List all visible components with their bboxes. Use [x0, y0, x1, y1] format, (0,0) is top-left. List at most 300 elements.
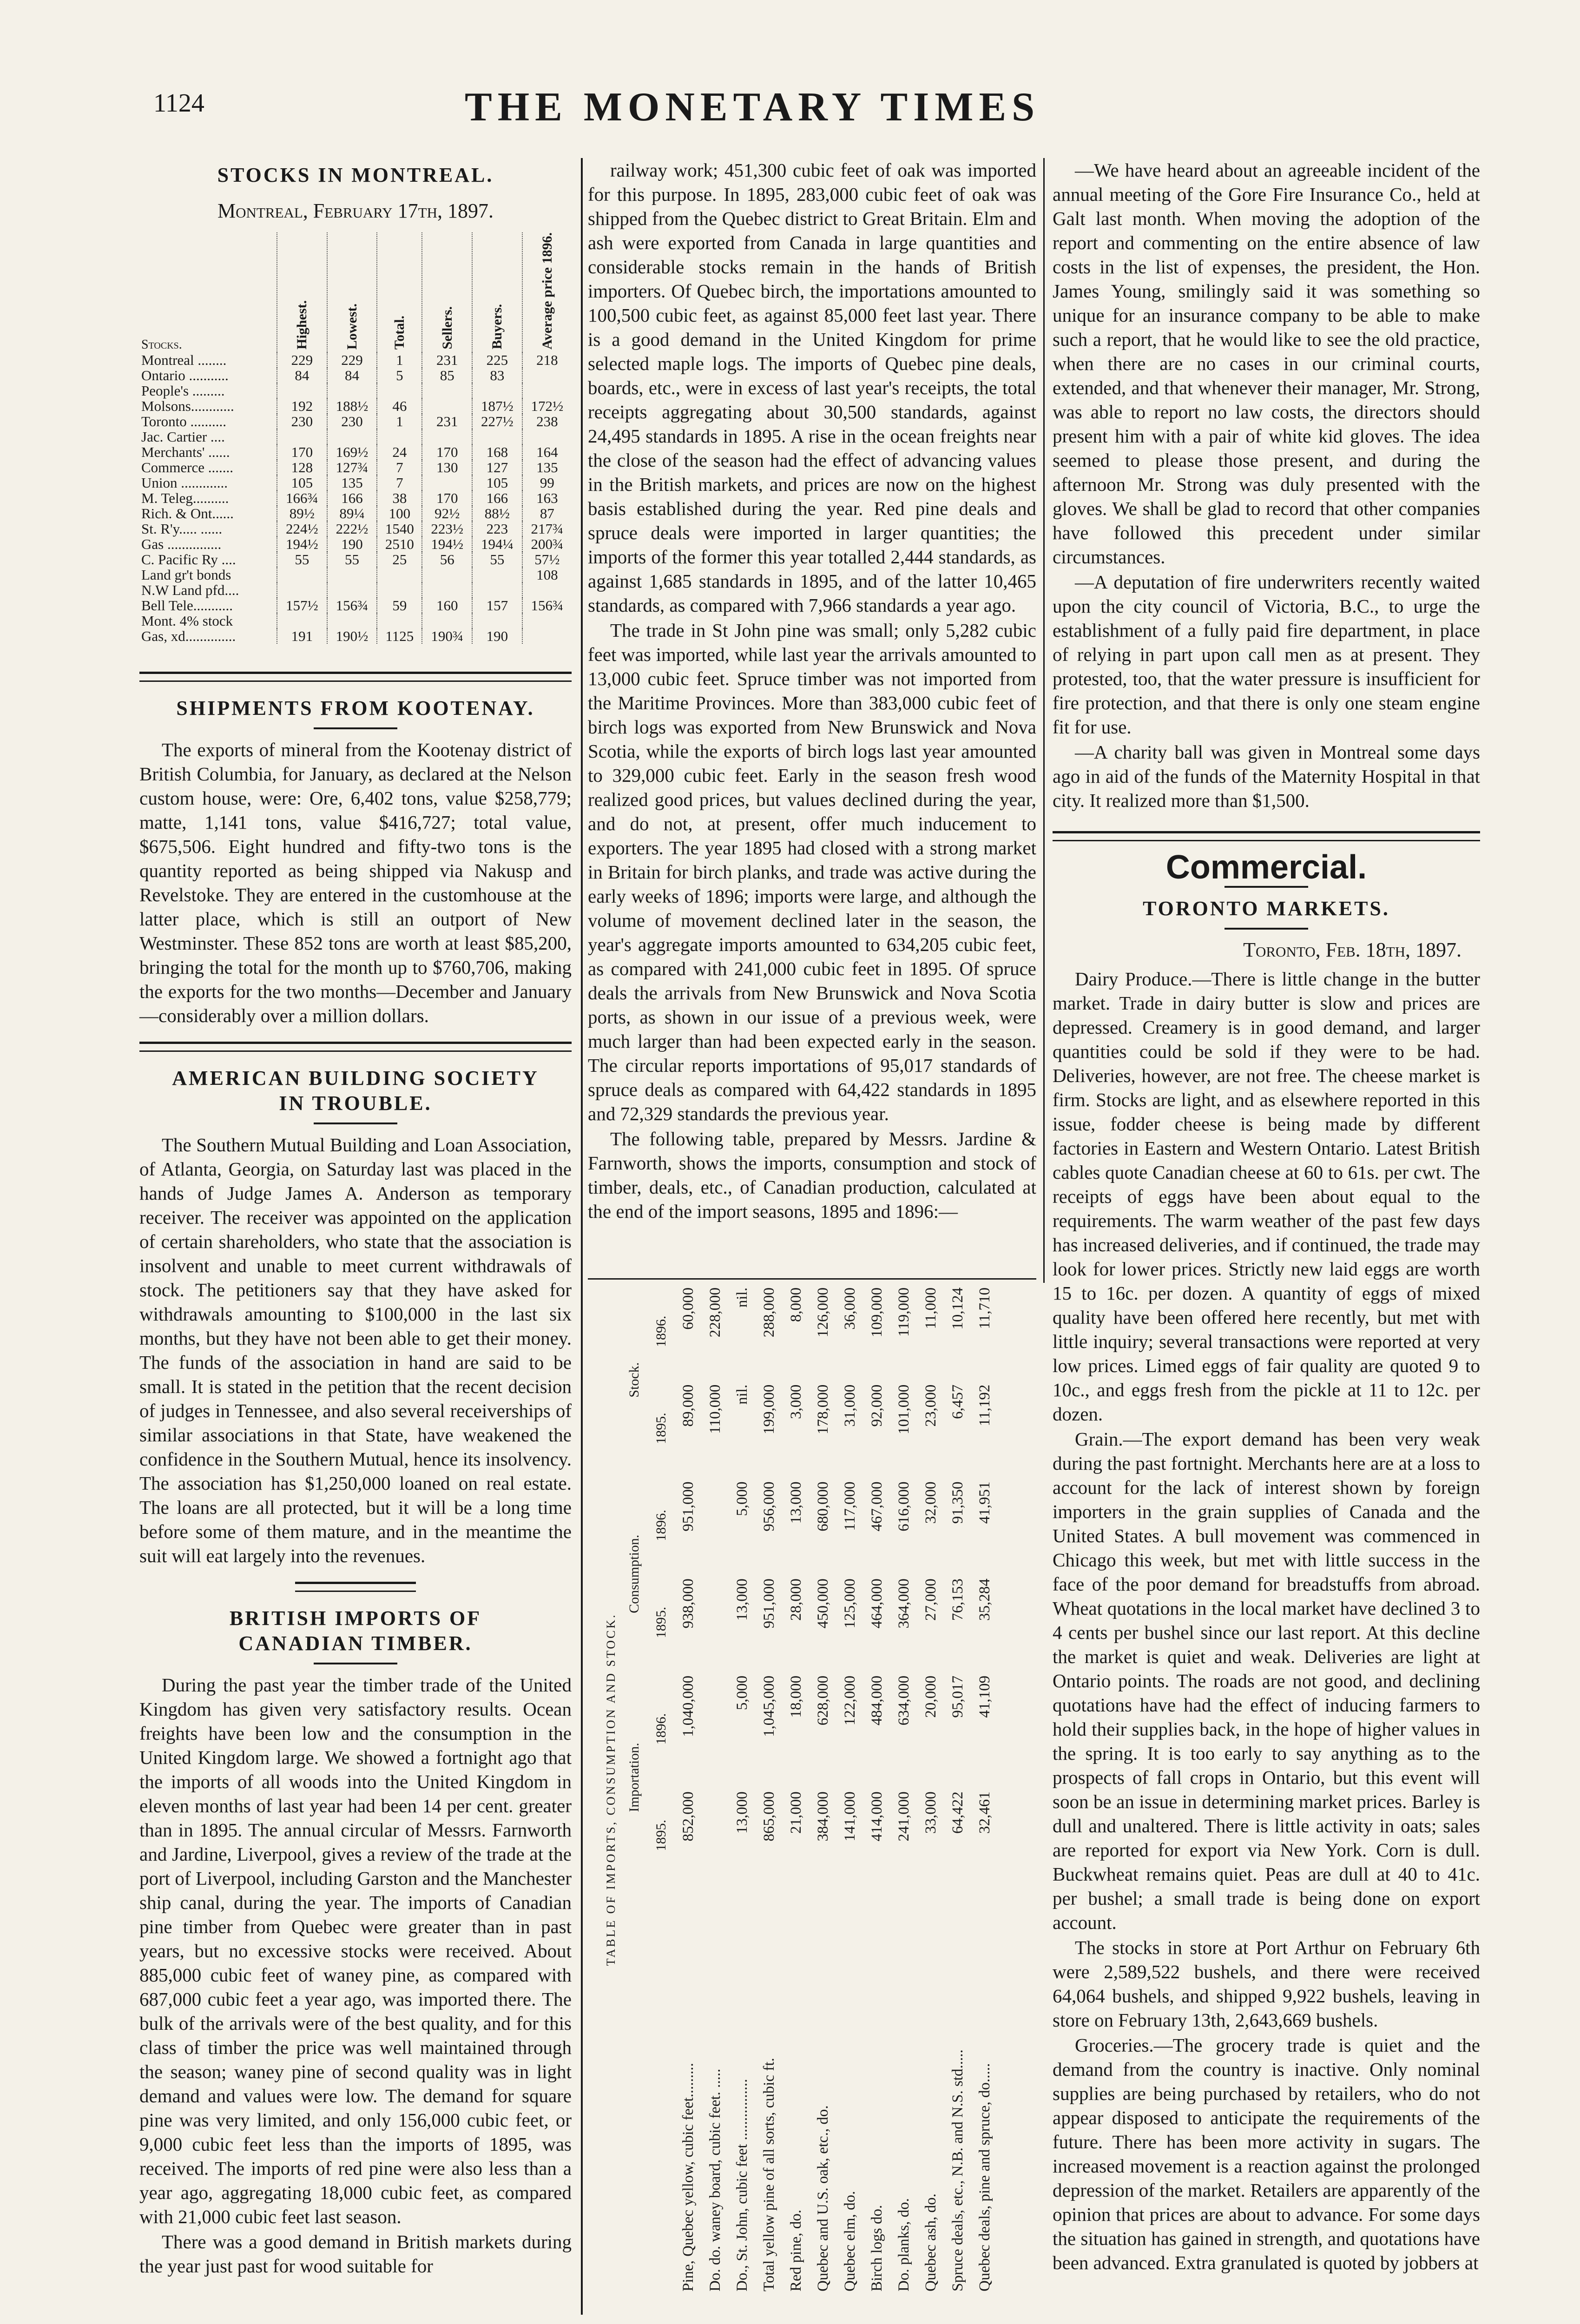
stock-value: 166¾: [277, 490, 327, 506]
timber-value: 1,045,000: [761, 1676, 777, 1737]
stock-value: 46: [377, 398, 422, 414]
timber-value: 384,000: [815, 1791, 831, 1842]
column-divider-2: [1043, 158, 1045, 1283]
timber-value: 1,040,000: [680, 1676, 697, 1737]
stock-value: 89½: [277, 506, 327, 521]
timber-value: 36,000: [842, 1287, 858, 1330]
stocks-dateline: Montreal, February 17th, 1897.: [217, 199, 494, 222]
timber-value: 101,000: [895, 1384, 912, 1435]
stocks-header-label: Lowest.: [344, 303, 360, 350]
timber-value: 109,000: [869, 1287, 885, 1338]
kootenay-title: SHIPMENTS FROM KOOTENAY.: [176, 696, 535, 720]
stock-value: 223½: [422, 521, 472, 536]
timber-item-label: Do., St. John, cubic feet ................: [734, 2079, 750, 2291]
timber-value: 122,000: [842, 1676, 858, 1726]
short-rule: [314, 1122, 397, 1124]
stock-value: [472, 582, 522, 598]
timber-table-row: [836, 1283, 863, 2296]
timber-value: 91,350: [949, 1481, 966, 1524]
stocks-row: [139, 582, 572, 598]
stock-value: 190¾: [422, 628, 472, 644]
stock-value: 84: [327, 368, 377, 383]
stock-name: Bell Tele...........: [141, 597, 233, 614]
stock-value: 57½: [522, 552, 572, 567]
timber-value: [702, 1671, 729, 1787]
timber-table-row: [944, 1283, 971, 2296]
stock-value: [522, 368, 572, 383]
timber-item-label: Pine, Quebec yellow, cubic feet.........: [680, 2063, 697, 2291]
stock-value: 105: [472, 475, 522, 490]
building-title: AMERICAN BUILDING SOCIETY IN TROUBLE.: [172, 1066, 539, 1115]
stock-name: Land gr't bonds: [141, 566, 231, 583]
stock-value: 127: [472, 460, 522, 475]
timber-value: 31,000: [842, 1384, 858, 1427]
timber-value: [702, 1574, 729, 1671]
stock-value: 135: [522, 460, 572, 475]
timber-value: 956,000: [761, 1481, 777, 1532]
timber-value: 28,000: [788, 1578, 804, 1621]
stock-value: 190: [327, 536, 377, 552]
stock-value: 157: [472, 598, 522, 613]
section-divider: [1053, 831, 1480, 841]
stock-value: 190½: [327, 628, 377, 644]
timber-value: 41,951: [976, 1481, 993, 1524]
timber-value: 35,284: [976, 1578, 993, 1621]
stock-value: 87: [522, 506, 572, 521]
timber-value: 13,000: [788, 1481, 804, 1524]
timber-item-label: Red pine, do.: [788, 2210, 804, 2291]
stock-value: 160: [422, 598, 472, 613]
stock-value: 194½: [277, 536, 327, 552]
table-rule: [588, 1278, 1036, 1280]
stock-value: 135: [327, 475, 377, 490]
stock-value: 164: [522, 444, 572, 460]
timber-item-label: Do. planks, do.: [895, 2198, 912, 2291]
stock-value: 55: [472, 552, 522, 567]
stock-value: 224½: [277, 521, 327, 536]
timber-value: 3,000: [788, 1384, 804, 1419]
stocks-header-label: Total.: [392, 315, 408, 350]
timber-value: 18,000: [788, 1676, 804, 1718]
stock-value: 89¼: [327, 506, 377, 521]
timber-value: 484,000: [869, 1676, 885, 1726]
stock-name: Ontario ...........: [141, 367, 229, 383]
timber-table-row: [863, 1283, 890, 2296]
timber-group-label: Stock.: [626, 1362, 642, 1398]
timber-table-row: [917, 1283, 944, 2296]
stock-value: 92½: [422, 506, 472, 521]
stock-value: 156¾: [327, 598, 377, 613]
stocks-header-label: Buyers.: [489, 304, 505, 350]
timber-value: 241,000: [895, 1791, 912, 1842]
timber-year-label: 1895.: [653, 1606, 669, 1638]
kootenay-article: [139, 738, 572, 1028]
stock-value: [422, 429, 472, 444]
stock-value: 55: [277, 552, 327, 567]
paragraph: —A deputation of fire underwriters recently waited upon the city council of Victoria, B.C., to urge the establishment of a fully paid fire department, in place of relying in part upon call men as at present. They protested, too, that the water pressure is insufficient for fire protection, and that there is only one steam engine fit for use.: [1053, 571, 1480, 738]
timber-item-label: Quebec ash, do.: [922, 2193, 939, 2291]
timber-value: [702, 1787, 729, 1884]
timber-value: 110,000: [707, 1384, 724, 1434]
paragraph: The following table, prepared by Messrs. Jardine & Farnworth, shows the imports, consumption and stock of timber, deals, etc., of Canadian production, calculated at the end of the import seasons, 1895 and 1896:—: [588, 1128, 1036, 1222]
notes-section: [1053, 158, 1480, 812]
timber-value: 125,000: [842, 1578, 858, 1629]
stock-value: 24: [377, 444, 422, 460]
timber-value: 6,457: [949, 1384, 966, 1419]
stock-value: 56: [422, 552, 472, 567]
stock-value: [377, 383, 422, 398]
stock-value: 191: [277, 628, 327, 644]
timber-value: 33,000: [922, 1791, 939, 1834]
stock-name: Gas, xd..............: [141, 627, 236, 644]
timber-value: 414,000: [869, 1791, 885, 1842]
stocks-header-cell: [522, 232, 572, 352]
stocks-row: [139, 490, 572, 506]
stock-value: 1125: [377, 628, 422, 644]
stocks-row: [139, 414, 572, 429]
paragraph: Dairy Produce.—There is little change in the butter market. Trade in dairy butter is slow and prices are depressed. Creamery is in good demand, and larger quantities could be sold if they were to be had. Deliveries, however, are not free. The cheese market is firm. Stocks are light, and as elsewhere reported in this issue, fodder cheese is being made by different factories in Eastern and Western Ontario. Latest British cables quote Canadian cheese at 60 to 61s. per cwt. The receipts of eggs have been about equal to the requirements. The warm weather of the past few days has increased deliveries, and if continued, the trade may look for lower prices. Strictly new laid eggs are worth 15 to 16c. per dozen. A quantity of eggs of mixed quality have been offered here recently, but met with little inquiry; several transactions were reported at very low prices. Limed eggs of fair quality are quoted 9 to 10c., and eggs fresh from the pickle at 11 to 12c. per dozen.: [1053, 968, 1480, 1425]
commercial-title: Commercial.: [1165, 849, 1367, 886]
column-3: [1053, 158, 1480, 2276]
paragraph: Groceries.—The grocery trade is quiet and the demand from the country is inactive. Only nominal supplies are being purchased by retailers, who do not appear disposed to anticipate the requirements of the future. There has been more activity in sugars. The increased movement is a reaction against the prolonged depression of the market. Retailers are apparently of the opinion that prices are about to advance. For some days the situation has gained in strength, and quotations have been advanced. Extra granulated is quoted by jobbers at: [1053, 2034, 1480, 2273]
stock-value: 83: [472, 368, 522, 383]
timber-value: 288,000: [761, 1287, 777, 1338]
timber-value: 27,000: [922, 1578, 939, 1621]
stock-value: [277, 429, 327, 444]
stock-value: 217¾: [522, 521, 572, 536]
timber-group-label: Importation.: [626, 1743, 642, 1812]
building-article: [139, 1133, 572, 1568]
paragraph: railway work; 451,300 cubic feet of oak was imported for this purpose. In 1895, 283,000 cubic feet of oak was shipped from the Quebec district to Great Britain. Elm and ash were exported from Canada in large quantities and considerable stocks remain in the hands of British importers. Of Quebec birch, the importations amounted to 100,500 cubic feet, as against 85,000 feet last year. There is a good demand in the United Kingdom for prime selected maple logs. The imports of Quebec pine deals, boards, etc., were in excess of last year's receipts, the total receipts aggregating about 30,500 standards, against 24,495 standards in 1895. A rise in the ocean freights near the close of the season had the effect of advancing values in the British markets, and prices are now on the highest basis established during the year. Red pine deals and spruce deals were imported in larger quantities; the imports of the former this year totalled 2,444 standards, as against 1,685 standards in 1895, and of the latter 10,465 standards, as compared with 7,966 standards a year ago.: [588, 159, 1036, 616]
stock-name: People's .........: [141, 382, 225, 399]
column-2: [588, 158, 1036, 1224]
stock-value: [522, 628, 572, 644]
timber-table-title: TABLE OF IMPORTS, CONSUMPTION AND STOCK.: [604, 1613, 618, 1966]
timber-table-row: [783, 1283, 810, 2296]
markets-dateline: Toronto, Feb. 18th, 1897.: [1243, 938, 1462, 961]
stock-value: 231: [422, 352, 472, 368]
stocks-header-cell: [277, 232, 327, 352]
stocks-header-label: Average price 1896.: [539, 232, 555, 350]
timber-table-row: [756, 1283, 783, 2296]
timber-value: 64,422: [949, 1791, 966, 1834]
paragraph: The trade in St John pine was small; only 5,282 cubic feet was imported, while last year the arrivals amounted to 13,000 cubic feet. Spruce timber was not imported from the Maritime Provinces. More than 383,000 cubic feet of birch logs was exported from New Brunswick and Nova Scotia, while the exports of birch logs last year amounted to 329,000 cubic feet. Early in the season fresh wood realized good prices, but values declined during the year, and do not, at present, offer much inducement to exporters. The year 1895 had closed with a strong market in Britain for birch planks, and trade was active during the early weeks of 1896; imports were large, and although the volume of movement declined later in the season, the year's aggregate imports amounted to 634,205 cubic feet, as compared with 241,000 cubic feet in 1895. Of spruce deals the arrivals from New Brunswick and Nova Scotia ports, as shown in our issue of a previous week, were much larger than had been expected early in the season. The circular reports importations of 95,017 standards of spruce deals as compared with 64,422 standards in 1895 and 72,329 standards the previous year.: [588, 620, 1036, 1124]
stocks-row: [139, 352, 572, 368]
stock-name: St. R'y..... ......: [141, 520, 223, 537]
timber-value: 141,000: [842, 1791, 858, 1842]
short-rule: [314, 1663, 397, 1664]
timber-year-label: 1895.: [653, 1413, 669, 1444]
stock-value: 166: [327, 490, 377, 506]
stocks-row: [139, 444, 572, 460]
timber-item-label: Quebec and U.S. oak, etc., do.: [815, 2105, 831, 2291]
stock-value: 190: [472, 628, 522, 644]
paragraph: There was a good demand in British markets during the year just past for wood suitable for: [139, 2231, 572, 2277]
stock-value: [277, 582, 327, 598]
stock-value: 25: [377, 552, 422, 567]
stock-value: 127¾: [327, 460, 377, 475]
stock-value: 7: [377, 460, 422, 475]
stock-value: 170: [422, 444, 472, 460]
stocks-header-cell: [472, 232, 522, 352]
timber-group-spacer: [621, 1884, 648, 2296]
timber-value: 199,000: [761, 1384, 777, 1435]
stock-value: [327, 613, 377, 628]
timber-value: 13,000: [734, 1791, 750, 1834]
timber-value: 467,000: [869, 1481, 885, 1532]
timber-table-row: [971, 1283, 998, 2296]
stock-value: 170: [277, 444, 327, 460]
stock-value: [377, 429, 422, 444]
stocks-row: [139, 475, 572, 490]
timber-value: 364,000: [895, 1578, 912, 1629]
timber-value: 11,710: [976, 1287, 993, 1329]
markets-title: TORONTO MARKETS.: [1143, 897, 1390, 920]
section-divider: [139, 1042, 572, 1052]
stock-value: 229: [277, 352, 327, 368]
short-rule: [1224, 928, 1308, 930]
stock-value: [277, 383, 327, 398]
page-number: 1124: [153, 89, 204, 118]
stocks-row: [139, 368, 572, 383]
stock-value: [472, 613, 522, 628]
stock-value: 128: [277, 460, 327, 475]
stock-value: 194¼: [472, 536, 522, 552]
stock-value: 225: [472, 352, 522, 368]
timber-value: 117,000: [842, 1481, 858, 1531]
timber-value: 11,192: [976, 1384, 993, 1426]
stocks-title: STOCKS IN MONTREAL.: [217, 164, 494, 186]
stock-value: 108: [522, 567, 572, 582]
stock-value: 105: [277, 475, 327, 490]
stock-value: [522, 429, 572, 444]
stock-value: [472, 567, 522, 582]
timber-value: nil.: [734, 1384, 750, 1405]
stock-value: 218: [522, 352, 572, 368]
timber-value: 20,000: [922, 1676, 939, 1718]
stock-name: Mont. 4% stock: [141, 612, 233, 629]
stock-name: M. Teleg..........: [141, 489, 229, 506]
timber-table-row: [890, 1283, 917, 2296]
section-divider: [295, 1582, 416, 1592]
stock-value: [277, 613, 327, 628]
stock-value: [522, 613, 572, 628]
timber-item-label: Quebec deals, pine and spruce, do.....: [976, 2063, 993, 2291]
stock-value: 1: [377, 414, 422, 429]
timber-value: 11,000: [922, 1287, 939, 1329]
stocks-header-cell: [139, 232, 277, 352]
short-rule: [1224, 886, 1308, 888]
stock-value: [522, 383, 572, 398]
timber-value: 13,000: [734, 1578, 750, 1621]
timber-article-continued: [588, 158, 1036, 1223]
stock-value: 230: [277, 414, 327, 429]
stock-name: Jac. Cartier ....: [141, 428, 225, 445]
stock-value: 84: [277, 368, 327, 383]
timber-value: 228,000: [707, 1287, 724, 1338]
timber-value: 178,000: [815, 1384, 831, 1435]
stocks-row: [139, 552, 572, 567]
stock-value: 222½: [327, 521, 377, 536]
timber-value: 21,000: [788, 1791, 804, 1834]
timber-value: 95,017: [949, 1676, 966, 1718]
stock-value: [422, 383, 472, 398]
stock-value: 187½: [472, 398, 522, 414]
stock-value: [277, 567, 327, 582]
timber-table-row: [675, 1283, 702, 2296]
timber-value: 92,000: [869, 1384, 885, 1427]
stocks-header-cell: [327, 232, 377, 352]
timber-value: 126,000: [815, 1287, 831, 1338]
paragraph: Grain.—The export demand has been very weak during the past fortnight. Merchants here are at a loss to account for the lack of interest shown by foreign importers in the grain supplies of Canada and the United States. A bull movement was commenced in Chicago this week, but met with little success in the face of the poor demand for breadstuffs from abroad. Wheat quotations in the local market have declined 3 to 4 cents per bushel since our last report. At this decline the market is quiet and weak. Deliveries are light at Ontario points. The roads are not good, and declining quotations have had the effect of inducing farmers to hold their supplies back, in the hope of higher values in the spring. It is too early to say anything as to the prospects of fall crops in Ontario, but this event will soon be an issue in determining market prices. Barley is dull and unaltered. There is little activity in oats; sales are reported for export via New York. Corn is dull. Buckwheat remains quiet. Peas are dull at 40 to 41c. per bushel; a small trade is being done on export account.: [1053, 1428, 1480, 1933]
paragraph: The Southern Mutual Building and Loan Association, of Atlanta, Georgia, on Saturday last was placed in the hands of Judge James A. Anderson as temporary receiver. The receiver was appointed on the application of certain shareholders, who state that the association is insolvent and unable to meet current withdrawals of stock. The petitioners say that they have asked for withdrawals amounting to $100,000 in the last six months, but they have not been able to get their money. The funds of the association in hand are said to be small. It is stated in the petition that the recent decision of judges in Tennessee, and also several receiverships of similar associations in that State, have weakened the confidence in the Southern Mutual, hence its insolvency. The association has $1,250,000 loaned on real estate. The loans are all protected, but it will be a long time before some of them mature, and in the meantime the suit will eat largely into the revenues.: [139, 1134, 572, 1566]
timber-value: nil.: [734, 1287, 750, 1308]
column-divider-1: [581, 158, 583, 2315]
stock-value: 2510: [377, 536, 422, 552]
stocks-row: [139, 567, 572, 582]
stock-name: Gas ...............: [141, 535, 222, 552]
timber-value: 634,000: [895, 1676, 912, 1726]
stock-value: [327, 582, 377, 598]
stocks-header-cell: [422, 232, 472, 352]
stock-value: 130: [422, 460, 472, 475]
timber-value: 865,000: [761, 1791, 777, 1842]
timber-value: 5,000: [734, 1481, 750, 1516]
stock-value: 172½: [522, 398, 572, 414]
stock-value: 166: [472, 490, 522, 506]
stock-value: 229: [327, 352, 377, 368]
timber-table-row: [729, 1283, 756, 2296]
stock-name: Toronto ..........: [141, 413, 226, 429]
stocks-row: [139, 429, 572, 444]
timber-value: 60,000: [680, 1287, 697, 1330]
stocks-row: [139, 628, 572, 644]
stock-name: Merchants' ......: [141, 443, 230, 460]
timber-value: 852,000: [680, 1791, 697, 1842]
timber-table-row: [702, 1283, 729, 2296]
stock-name: C. Pacific Ry ....: [141, 551, 236, 568]
stocks-header-label: Sellers.: [439, 306, 455, 350]
stock-value: 100: [377, 506, 422, 521]
stock-value: 59: [377, 598, 422, 613]
stock-value: 231: [422, 414, 472, 429]
timber-year-label: 1896.: [653, 1713, 669, 1745]
stocks-row: [139, 521, 572, 536]
stock-value: 1: [377, 352, 422, 368]
stock-value: 188½: [327, 398, 377, 414]
markets-article: [1053, 967, 1480, 2275]
stock-name: N.W Land pfd....: [141, 581, 239, 598]
stocks-table: [139, 232, 572, 644]
stocks-header-row: [139, 232, 572, 352]
stock-value: 169½: [327, 444, 377, 460]
stock-value: 194½: [422, 536, 472, 552]
stock-value: [472, 383, 522, 398]
stock-value: 200¾: [522, 536, 572, 552]
stocks-row: [139, 536, 572, 552]
timber-item-label: Birch logs do.: [869, 2205, 885, 2291]
stock-value: [522, 582, 572, 598]
stock-value: [422, 567, 472, 582]
paragraph: —A charity ball was given in Montreal some days ago in aid of the funds of the Maternity Hospital in that city. It realized more than $1,500.: [1053, 741, 1480, 811]
timber-value: 938,000: [680, 1578, 697, 1629]
publication-title: THE MONETARY TIMES: [465, 85, 1040, 130]
stock-value: [422, 613, 472, 628]
stock-value: [377, 613, 422, 628]
stock-value: 230: [327, 414, 377, 429]
stock-value: [327, 383, 377, 398]
stocks-row: [139, 613, 572, 628]
paragraph: During the past year the timber trade of the United Kingdom has given very satisfactory results. Ocean freights have been low and the consumption in the United Kingdom large. We showed a fortnight ago that the imports of all woods into the United Kingdom in eleven months of last year had been 14 per cent. greater than in 1895. The annual circular of Messrs. Farnworth and Jardine, Liverpool, gives a review of the trade at the port of Liverpool, including Garston and the Manchester ship canal, during the year. The imports of Canadian pine timber from Quebec were greater than in past years, but no excessive stocks were received. About 885,000 cubic feet of waney pine, as compared with 687,000 cubic feet a year ago, was imported there. The bulk of the arrivals were of the best quality, and for this class of timber the price was well maintained through the season; waney pine of second quality was in light demand and values were low. The demand for square pine was very limited, and only 156,000 cubic feet, or 9,000 cubic feet less than the imports of 1895, was received. The imports of red pine were also less than a year ago, aggregating 18,000 cubic feet, as compared with 21,000 cubic feet last season.: [139, 1674, 572, 2227]
timber-year-label: 1895.: [653, 1820, 669, 1851]
timber-value: 32,000: [922, 1481, 939, 1524]
stock-value: 192: [277, 398, 327, 414]
timber-title: BRITISH IMPORTS OF CANADIAN TIMBER.: [229, 1606, 482, 1655]
timber-value: 10,124: [949, 1287, 966, 1330]
stock-value: 170: [422, 490, 472, 506]
stock-value: [472, 429, 522, 444]
timber-year-row: [648, 1283, 675, 2296]
stocks-header-cell: [377, 232, 422, 352]
stocks-row: [139, 383, 572, 398]
timber-value: 8,000: [788, 1287, 804, 1322]
timber-value: 951,000: [761, 1578, 777, 1629]
timber-value: 89,000: [680, 1384, 697, 1427]
stock-value: 163: [522, 490, 572, 506]
timber-value: 119,000: [895, 1287, 912, 1337]
timber-value: 951,000: [680, 1481, 697, 1532]
stock-value: 1540: [377, 521, 422, 536]
stock-value: 156¾: [522, 598, 572, 613]
timber-value: 680,000: [815, 1481, 831, 1532]
timber-table-row: [810, 1283, 836, 2296]
stock-name: Molsons............: [141, 397, 234, 414]
timber-value: 23,000: [922, 1384, 939, 1427]
timber-value: 5,000: [734, 1676, 750, 1710]
timber-item-label: Do. do. waney board, cubic feet. .....: [707, 2068, 724, 2291]
timber-year-spacer: [648, 1884, 675, 2296]
stock-name: Montreal ........: [141, 351, 227, 368]
timber-article: [139, 1673, 572, 2278]
timber-value: 32,461: [976, 1791, 993, 1834]
stocks-row: [139, 460, 572, 475]
timber-value: [702, 1477, 729, 1574]
stocks-header-label: Stocks.: [141, 337, 182, 352]
stock-name: Commerce .......: [141, 459, 234, 475]
stock-value: 85: [422, 368, 472, 383]
timber-year-label: 1896.: [653, 1510, 669, 1541]
timber-group-label: Consumption.: [626, 1534, 642, 1613]
timber-value: 41,109: [976, 1676, 993, 1718]
timber-table: [621, 1283, 998, 2296]
section-divider: [139, 672, 572, 682]
stock-value: [327, 429, 377, 444]
timber-year-label: 1896.: [653, 1315, 669, 1347]
stock-value: [422, 582, 472, 598]
timber-item-label: Spruce deals, etc., N.B. and N.S. std.....: [949, 2049, 966, 2291]
stocks-row: [139, 506, 572, 521]
paragraph: The exports of mineral from the Kootenay district of British Columbia, for January, as declared at the Nelson custom house, were: Ore, 6,402 tons, value $258,779; matte, 1,141 tons, value $416,727; total value, $675,506. Eight hundred and fifty-two tons is the quantity reported as being shipped via Nakusp and Revelstoke. They are entered in the customhouse at the latter place, which is still an outport of New Westminster. These 852 tons are worth at least $85,200, bringing the total for the month up to $760,706, making the exports for the two months—December and January—considerably over a million dollars.: [139, 739, 572, 1026]
stock-value: 38: [377, 490, 422, 506]
stock-name: Union .............: [141, 474, 228, 491]
stock-value: [377, 567, 422, 582]
stock-value: 168: [472, 444, 522, 460]
stock-value: 99: [522, 475, 572, 490]
stock-value: 227½: [472, 414, 522, 429]
timber-value: 628,000: [815, 1676, 831, 1726]
stock-value: [377, 582, 422, 598]
stocks-header-label: Highest.: [294, 300, 310, 350]
